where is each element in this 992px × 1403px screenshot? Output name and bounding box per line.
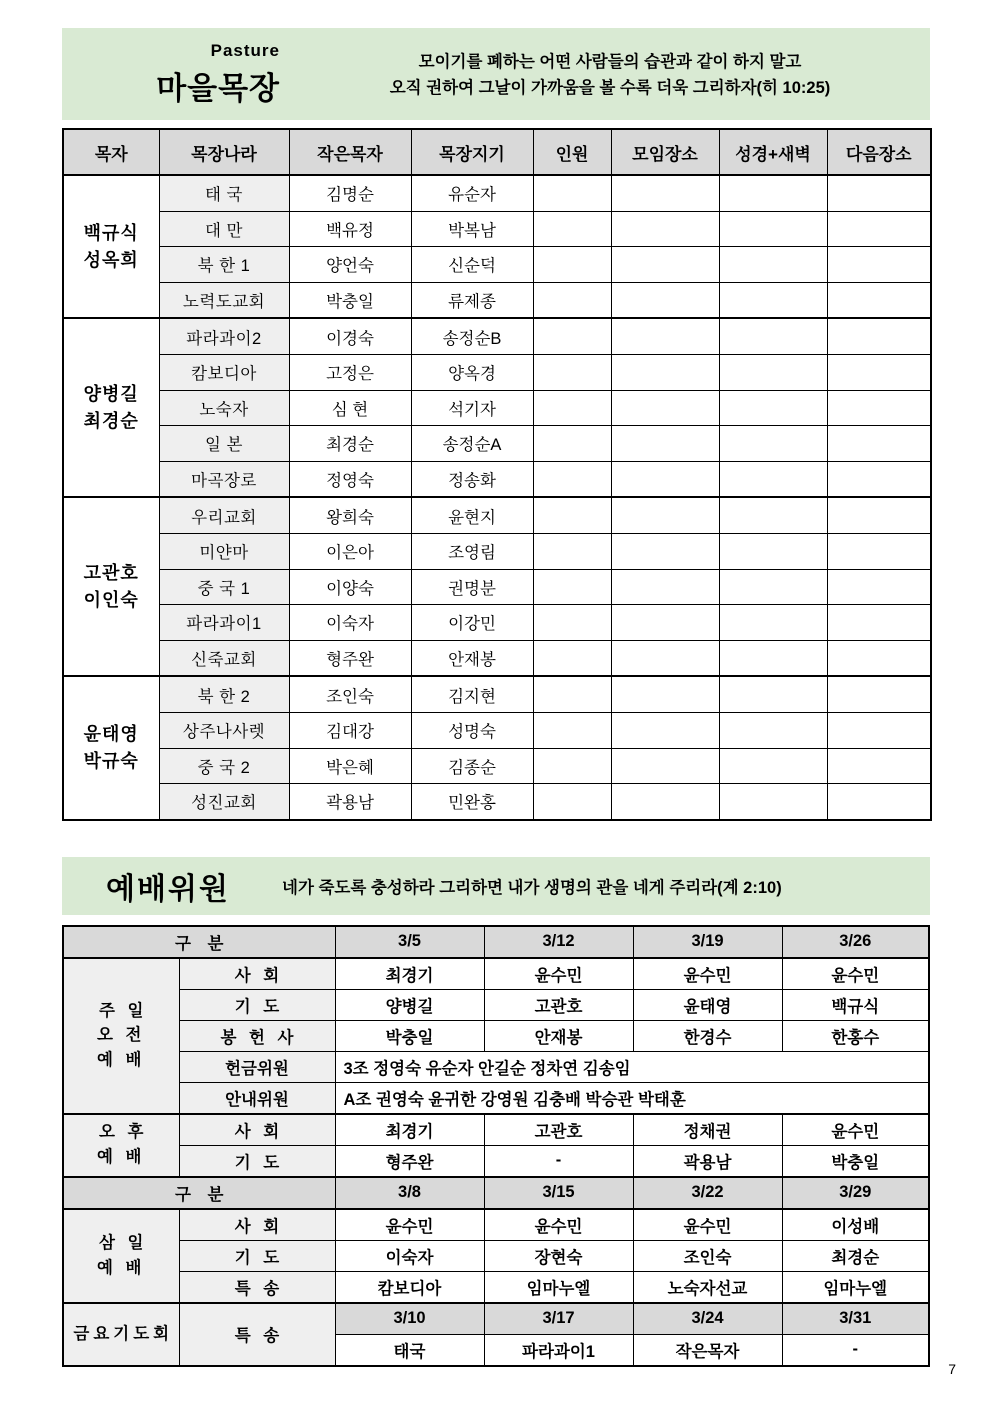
pasture-country: 태 국 [159,175,289,211]
worship-date-wed-2: 3/15 [484,1177,633,1209]
pasture-count-cell[interactable] [533,640,611,676]
page-number: 7 [948,1361,956,1377]
pasture-next-place-cell[interactable] [827,211,931,247]
pasture-small-shepherd: 곽용남 [289,784,411,820]
worship-wed-date-header-row [63,1177,929,1209]
pasture-table-header-row [63,129,931,175]
pasture-place-cell[interactable] [611,640,719,676]
pasture-small-shepherd: 김대강 [289,712,411,748]
pasture-next-place-cell[interactable] [827,676,931,712]
pasture-count-cell[interactable] [533,748,611,784]
table-row [63,569,931,605]
worship-role-label: 기 도 [179,1240,335,1271]
pasture-bible-cell[interactable] [719,569,827,605]
pasture-next-place-cell[interactable] [827,605,931,641]
table-row [63,958,929,990]
worship-assignee: 고관호 [484,1114,633,1146]
worship-section-header [62,857,930,915]
pasture-bible-cell[interactable] [719,247,827,283]
pasture-small-shepherd: 고정은 [289,354,411,390]
worship-assignee: 노숙자선교 [633,1271,782,1303]
worship-usher-team: A조 권영숙 윤귀한 강영원 김충배 박승관 박태훈 [335,1082,929,1114]
worship-assignee: 임마누엘 [484,1271,633,1303]
table-row [63,676,931,712]
pasture-bible-cell[interactable] [719,461,827,497]
worship-assignee: 정채권 [633,1114,782,1146]
pasture-next-place-cell[interactable] [827,533,931,569]
table-row [63,318,931,354]
table-row [63,175,931,211]
worship-role-label-usher: 안내위원 [179,1082,335,1114]
worship-assignee: 박충일 [782,1145,929,1177]
table-row [63,1271,929,1303]
pasture-next-place-cell[interactable] [827,712,931,748]
worship-assignee: 최경기 [335,1114,484,1146]
worship-assignee: 파라과이1 [484,1334,633,1366]
pasture-keeper: 조영림 [411,533,533,569]
pasture-count-cell[interactable] [533,390,611,426]
pasture-next-place-cell[interactable] [827,461,931,497]
worship-assignee: 윤수민 [335,1209,484,1241]
pasture-header-count: 인원 [533,129,611,175]
worship-assignee: 형주완 [335,1145,484,1177]
pasture-verse-line-1: 모이기를 폐하는 어떤 사람들의 습관과 같이 하지 말고 [418,53,802,72]
worship-date-wed-4: 3/29 [782,1177,929,1209]
worship-date-fri-3: 3/24 [633,1303,782,1335]
pasture-next-place-cell[interactable] [827,497,931,533]
worship-date-sunday-1: 3/5 [335,926,484,958]
worship-role-label: 사 회 [179,1114,335,1146]
pasture-count-cell[interactable] [533,354,611,390]
worship-role-label: 사 회 [179,958,335,990]
worship-assignee: 안재봉 [484,1020,633,1051]
table-row [63,989,929,1020]
pasture-keeper: 양옥경 [411,354,533,390]
worship-role-label-friday: 특 송 [179,1303,335,1366]
pasture-bible-cell[interactable] [719,426,827,462]
pasture-bible-cell[interactable] [719,712,827,748]
table-row [63,605,931,641]
pasture-small-shepherd: 정영숙 [289,461,411,497]
worship-assignee: 작은목자 [633,1334,782,1366]
pasture-keeper: 이강민 [411,605,533,641]
table-row [63,1051,929,1082]
pasture-place-cell[interactable] [611,605,719,641]
pasture-small-shepherd: 심 현 [289,390,411,426]
pasture-small-shepherd: 이양숙 [289,569,411,605]
pasture-title-korean: 마을목장 [156,70,280,106]
pasture-leader-4: 윤태영 박규숙 [63,676,159,819]
pasture-country: 북 한 1 [159,247,289,283]
pasture-next-place-cell[interactable] [827,748,931,784]
worship-assignee: 윤수민 [782,958,929,990]
pasture-place-cell[interactable] [611,676,719,712]
pasture-count-cell[interactable] [533,247,611,283]
pasture-country: 노력도교회 [159,282,289,318]
pasture-keeper: 안재봉 [411,640,533,676]
pasture-next-place-cell[interactable] [827,247,931,283]
worship-role-label: 사 회 [179,1209,335,1241]
pasture-keeper: 민완홍 [411,784,533,820]
worship-table [62,925,930,1367]
pasture-next-place-cell[interactable] [827,175,931,211]
pasture-place-cell[interactable] [611,282,719,318]
worship-role-label: 특 송 [179,1271,335,1303]
pasture-place-cell[interactable] [611,390,719,426]
worship-role-label: 기 도 [179,989,335,1020]
table-row [63,390,931,426]
pasture-header-country: 목장나라 [159,129,289,175]
pasture-keeper: 류제종 [411,282,533,318]
pasture-country: 중 국 2 [159,748,289,784]
pasture-country: 상주나사렛 [159,712,289,748]
worship-role-label: 기 도 [179,1145,335,1177]
worship-assignee: - [484,1145,633,1177]
table-row [63,1020,929,1051]
pasture-country: 마곡장로 [159,461,289,497]
pasture-country: 대 만 [159,211,289,247]
worship-assignee: 윤수민 [484,958,633,990]
table-row [63,211,931,247]
pasture-table [62,128,932,821]
worship-date-sunday-3: 3/19 [633,926,782,958]
table-row [63,1114,929,1146]
table-row [63,1209,929,1241]
pasture-small-shepherd: 조인숙 [289,676,411,712]
pasture-place-cell[interactable] [611,569,719,605]
pasture-keeper: 김종순 [411,748,533,784]
pasture-verse [290,28,930,120]
worship-gubun-label-sunday: 구 분 [63,926,335,958]
worship-service-friday: 금요기도회 [63,1303,179,1366]
worship-assignee: 곽용남 [633,1145,782,1177]
pasture-keeper: 유순자 [411,175,533,211]
pasture-count-cell[interactable] [533,533,611,569]
pasture-country: 노숙자 [159,390,289,426]
worship-assignee: 임마누엘 [782,1271,929,1303]
pasture-bible-cell[interactable] [719,211,827,247]
worship-date-fri-4: 3/31 [782,1303,929,1335]
pasture-count-cell[interactable] [533,282,611,318]
pasture-place-cell[interactable] [611,211,719,247]
pasture-next-place-cell[interactable] [827,354,931,390]
pasture-small-shepherd: 왕희숙 [289,497,411,533]
worship-offering-team: 3조 정영숙 유순자 안길순 정차연 김송임 [335,1051,929,1082]
pasture-small-shepherd: 최경순 [289,426,411,462]
pasture-keeper: 권명분 [411,569,533,605]
worship-date-sunday-4: 3/26 [782,926,929,958]
worship-title: 예배위원 [106,872,230,906]
table-row [63,1303,929,1335]
pasture-country: 파라과이1 [159,605,289,641]
pasture-next-place-cell[interactable] [827,569,931,605]
pasture-count-cell[interactable] [533,569,611,605]
pasture-count-cell[interactable] [533,211,611,247]
pasture-place-cell[interactable] [611,533,719,569]
pasture-leader-2: 양병길 최경순 [63,318,159,497]
pasture-next-place-cell[interactable] [827,282,931,318]
pasture-place-cell[interactable] [611,175,719,211]
table-row [63,640,931,676]
pasture-header-small-shepherd: 작은목자 [289,129,411,175]
pasture-bible-cell[interactable] [719,390,827,426]
worship-assignee: 윤수민 [484,1209,633,1241]
pasture-count-cell[interactable] [533,461,611,497]
pasture-header-place: 모임장소 [611,129,719,175]
pasture-small-shepherd: 이경숙 [289,318,411,354]
pasture-bible-cell[interactable] [719,605,827,641]
pasture-next-place-cell[interactable] [827,784,931,820]
worship-assignee: 박충일 [335,1020,484,1051]
pasture-country: 일 본 [159,426,289,462]
pasture-place-cell[interactable] [611,748,719,784]
pasture-title-block [62,28,290,120]
worship-assignee: 캄보디아 [335,1271,484,1303]
pasture-small-shepherd: 박은혜 [289,748,411,784]
worship-assignee: - [782,1334,929,1366]
pasture-small-shepherd: 양언숙 [289,247,411,283]
pasture-place-cell[interactable] [611,497,719,533]
pasture-next-place-cell[interactable] [827,426,931,462]
pasture-bible-cell[interactable] [719,533,827,569]
pasture-keeper: 송정순B [411,318,533,354]
worship-service-sunday-afternoon: 오 후 예 배 [63,1114,179,1177]
worship-role-label-offering: 헌금위원 [179,1051,335,1082]
pasture-bible-cell[interactable] [719,282,827,318]
pasture-keeper: 박복남 [411,211,533,247]
worship-assignee: 윤태영 [633,989,782,1020]
worship-assignee: 고관호 [484,989,633,1020]
pasture-count-cell[interactable] [533,605,611,641]
worship-assignee: 윤수민 [633,1209,782,1241]
table-row [63,282,931,318]
pasture-place-cell[interactable] [611,354,719,390]
worship-assignee: 양병길 [335,989,484,1020]
pasture-bible-cell[interactable] [719,497,827,533]
worship-assignee: 윤수민 [633,958,782,990]
pasture-keeper: 윤현지 [411,497,533,533]
worship-gubun-label-wed: 구 분 [63,1177,335,1209]
worship-assignee: 장현숙 [484,1240,633,1271]
table-row [63,1082,929,1114]
worship-verse: 네가 죽도록 충성하라 그리하면 내가 생명의 관을 네게 주리라(계 2:10) [282,878,782,897]
pasture-header-leader: 목자 [63,129,159,175]
pasture-place-cell[interactable] [611,712,719,748]
pasture-bible-cell[interactable] [719,354,827,390]
pasture-bible-cell[interactable] [719,784,827,820]
pasture-verse-line-2: 오직 권하여 그날이 가까움을 볼 수록 더욱 그리하자(히 10:25) [389,79,831,97]
pasture-place-cell[interactable] [611,247,719,283]
worship-service-sunday-morning: 주 일 오 전 예 배 [63,958,179,1114]
pasture-keeper: 석기자 [411,390,533,426]
pasture-leader-1: 백규식 성옥희 [63,175,159,318]
pasture-country: 신죽교회 [159,640,289,676]
worship-assignee: 태국 [335,1334,484,1366]
worship-service-wednesday: 삼 일 예 배 [63,1209,179,1303]
pasture-count-cell[interactable] [533,784,611,820]
pasture-small-shepherd: 백유정 [289,211,411,247]
worship-assignee: 최경기 [335,958,484,990]
worship-assignee: 윤수민 [782,1114,929,1146]
pasture-bible-cell[interactable] [719,676,827,712]
worship-assignee: 백규식 [782,989,929,1020]
worship-assignee: 한홍수 [782,1020,929,1051]
pasture-place-cell[interactable] [611,318,719,354]
pasture-place-cell[interactable] [611,426,719,462]
pasture-next-place-cell[interactable] [827,318,931,354]
pasture-keeper: 송정순A [411,426,533,462]
pasture-place-cell[interactable] [611,461,719,497]
worship-date-fri-2: 3/17 [484,1303,633,1335]
pasture-country: 미얀마 [159,533,289,569]
pasture-next-place-cell[interactable] [827,390,931,426]
pasture-country: 북 한 2 [159,676,289,712]
pasture-keeper: 신순덕 [411,247,533,283]
worship-assignee: 이숙자 [335,1240,484,1271]
table-row [63,1240,929,1271]
pasture-title-english: Pasture [210,40,280,60]
table-row [63,533,931,569]
worship-date-wed-1: 3/8 [335,1177,484,1209]
table-row [63,748,931,784]
pasture-count-cell[interactable] [533,426,611,462]
pasture-header-keeper: 목장지기 [411,129,533,175]
pasture-country: 캄보디아 [159,354,289,390]
pasture-count-cell[interactable] [533,318,611,354]
pasture-country: 파라과이2 [159,318,289,354]
pasture-country: 중 국 1 [159,569,289,605]
pasture-bible-cell[interactable] [719,640,827,676]
table-row [63,247,931,283]
pasture-count-cell[interactable] [533,175,611,211]
pasture-header-bible: 성경+새벽 [719,129,827,175]
pasture-small-shepherd: 이숙자 [289,605,411,641]
table-row [63,426,931,462]
pasture-count-cell[interactable] [533,712,611,748]
pasture-bible-cell[interactable] [719,318,827,354]
worship-assignee: 최경순 [782,1240,929,1271]
table-row [63,461,931,497]
worship-date-wed-3: 3/22 [633,1177,782,1209]
pasture-count-cell[interactable] [533,676,611,712]
pasture-country: 우리교회 [159,497,289,533]
pasture-header-next-place: 다음장소 [827,129,931,175]
pasture-section-header [62,28,930,120]
table-row [63,712,931,748]
pasture-count-cell[interactable] [533,497,611,533]
worship-assignee: 조인숙 [633,1240,782,1271]
worship-date-fri-1: 3/10 [335,1303,484,1335]
pasture-keeper: 정송화 [411,461,533,497]
table-row [63,784,931,820]
pasture-small-shepherd: 김명순 [289,175,411,211]
pasture-small-shepherd: 박충일 [289,282,411,318]
pasture-next-place-cell[interactable] [827,640,931,676]
pasture-keeper: 김지현 [411,676,533,712]
pasture-bible-cell[interactable] [719,748,827,784]
pasture-keeper: 성명숙 [411,712,533,748]
worship-assignee: 한경수 [633,1020,782,1051]
pasture-leader-3: 고관호 이인숙 [63,497,159,676]
worship-sunday-date-header-row [63,926,929,958]
table-row [63,497,931,533]
pasture-bible-cell[interactable] [719,175,827,211]
pasture-place-cell[interactable] [611,784,719,820]
worship-date-sunday-2: 3/12 [484,926,633,958]
table-row [63,354,931,390]
worship-assignee: 이성배 [782,1209,929,1241]
table-row [63,1145,929,1177]
pasture-country: 성진교회 [159,784,289,820]
pasture-small-shepherd: 이은아 [289,533,411,569]
worship-role-label: 봉 헌 사 [179,1020,335,1051]
pasture-small-shepherd: 형주완 [289,640,411,676]
